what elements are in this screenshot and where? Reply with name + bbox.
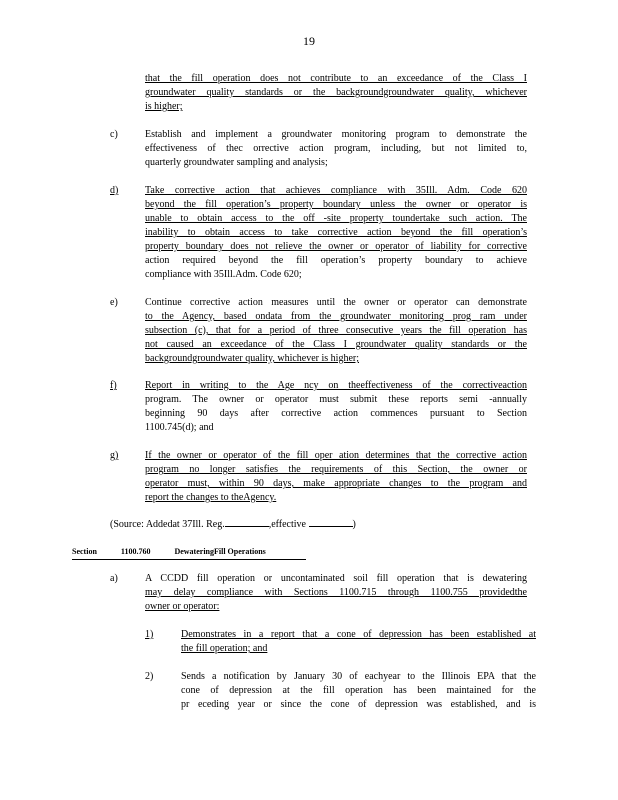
source-prefix: (Source: Addedat 37Ill. Reg. [110, 519, 225, 530]
text-line: Report in writing to the Age ncy on theeffectiveness of the correctiveaction [145, 380, 527, 391]
source-note [110, 517, 430, 532]
text-line: report the changes to theAgency. [145, 492, 277, 503]
item-f-paragraph [145, 379, 527, 435]
text-line: cone of depression at the fill operation has been maintained for the [181, 685, 536, 696]
item-g-paragraph [145, 449, 527, 505]
text-line: the fill operation; and [181, 643, 268, 654]
page-number: 19 [303, 34, 315, 48]
text-line: not caused an exceedance of the Class I groundwater quality standards or the [145, 339, 527, 350]
text-line: effectiveness of thec orrective action program, including, but not limited to, [145, 143, 527, 154]
item-c-paragraph [145, 128, 527, 170]
item-marker-f: f) [110, 380, 117, 391]
text-line: inability to obtain access to take corrective action beyond the fill operation’s [145, 227, 527, 238]
item-a-paragraph [145, 572, 527, 614]
text-line: property boundary does not relieve the owner or operator of liability for corrective [145, 241, 527, 252]
text-line: Demonstrates in a report that a cone of depression has been established at [181, 629, 536, 640]
section-heading [72, 545, 306, 560]
text-line: unable to obtain access to the off -site property toundertake such action. The [145, 213, 527, 224]
item-marker-g: g) [110, 450, 119, 461]
text-line: that the fill operation does not contribute to an exceedance of the Class I [145, 73, 527, 84]
text-line: is higher; [145, 101, 183, 112]
text-line: groundwater quality standards or the backgroundgroundwater quality, whichever [145, 87, 527, 98]
text-line: operator must, within 90 days, make appropriate changes to the program and [145, 478, 527, 489]
item-marker-d: d) [110, 185, 119, 196]
text-line: If the owner or operator of the fill oper ation determines that the corrective action [145, 450, 527, 461]
item-marker-a: a) [110, 573, 118, 584]
text-line: Take corrective action that achieves compliance with 35Ill. Adm. Code 620 [145, 185, 527, 196]
text-line: Continue corrective action measures until the owner or operator can demonstrate [145, 297, 527, 308]
text-line: action required beyond the fill operation’s property boundary to achieve [145, 255, 527, 266]
text-line: backgroundgroundwater quality, whichever is higher; [145, 353, 360, 364]
subitem-marker-1: 1) [145, 629, 154, 640]
source-suffix: ) [352, 519, 356, 530]
subitem-marker-2: 2) [145, 671, 154, 682]
section-label: Section [72, 547, 97, 556]
text-line: quarterly groundwater sampling and analysis; [145, 157, 328, 168]
subitem-2-paragraph [181, 670, 536, 712]
item-e-paragraph [145, 296, 527, 366]
text-line: beginning 90 days after corrective action commences pursuant to Section [145, 408, 527, 419]
continuation-paragraph [145, 72, 527, 114]
text-line: pr eceding year or since the cone of depression was established, and is [181, 699, 536, 710]
text-line: owner or operator: [145, 601, 220, 612]
text-line: beyond the fill operation’s property boundary unless the owner or operator is [145, 199, 527, 210]
text-line: may delay compliance with Sections 1100.715 through 1100.755 providedthe [145, 587, 527, 598]
register-blank [225, 517, 269, 527]
item-marker-c: c) [110, 129, 118, 140]
text-line: subsection (c), that for a period of three consecutive years the fill operation has [145, 325, 527, 336]
source-middle: ,effective [268, 519, 306, 530]
item-d-paragraph [145, 184, 527, 282]
section-title: DewateringFill Operations [174, 547, 266, 556]
section-number: 1100.760 [120, 547, 151, 556]
effective-date-blank [309, 517, 353, 527]
text-line: program no longer satisfies the requirements of this Section, the owner or [145, 464, 527, 475]
text-line: Sends a notification by January 30 of eachyear to the Illinois EPA that the [181, 671, 536, 682]
text-line: A CCDD fill operation or uncontaminated soil fill operation that is dewatering [145, 573, 527, 584]
subitem-1-paragraph [181, 628, 536, 656]
text-line: compliance with 35Ill.Adm. Code 620; [145, 269, 302, 280]
item-marker-e: e) [110, 297, 118, 308]
text-line: Establish and implement a groundwater monitoring program to demonstrate the [145, 129, 527, 140]
text-line: program. The owner or operator must submit these reports semi -annually [145, 394, 527, 405]
text-line: 1100.745(d); and [145, 422, 214, 433]
text-line: to the Agency, based ondata from the groundwater monitoring prog ram under [145, 311, 527, 322]
